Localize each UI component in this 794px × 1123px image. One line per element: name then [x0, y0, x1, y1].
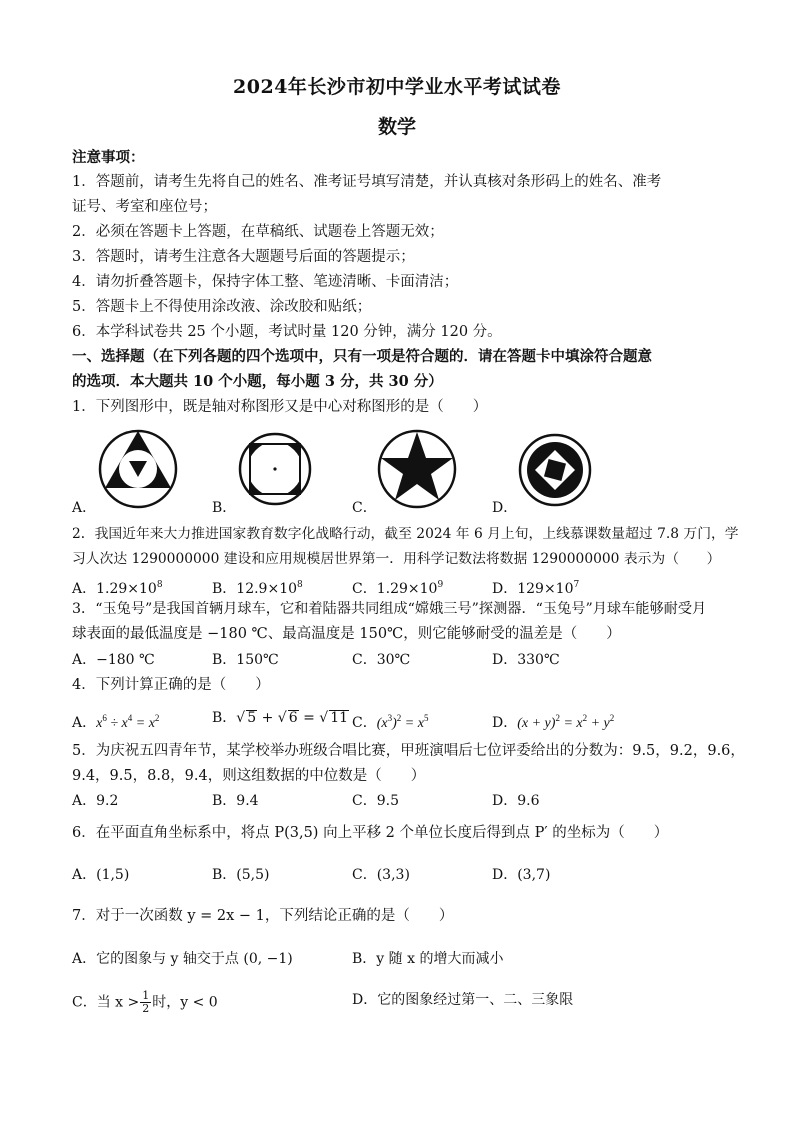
- notes-heading: 注意事项：: [72, 149, 145, 166]
- q6-option-c[interactable]: C．(3,3): [352, 867, 410, 883]
- q1-option-b[interactable]: B．: [212, 500, 237, 516]
- note-item: 4．请勿折叠答题卡，保持字体工整、笔迹清晰、卡面清洁；: [72, 274, 459, 290]
- q5-option-d[interactable]: D．9.6: [492, 793, 540, 809]
- q2-stem: 习人次达 1290000000 建设和应用规模居世界第一．用科学记数法将数据 1290000000 表示为（ ）: [72, 551, 721, 567]
- section-heading: 的选项．本大题共 10 个小题，每小题 3 分，共 30 分）: [72, 373, 443, 390]
- note-item: 3．答题时，请考生注意各大题题号后面的答题提示；: [72, 249, 415, 265]
- circle-square-figure: [237, 428, 313, 510]
- q6-option-a[interactable]: A．(1,5): [72, 867, 130, 883]
- circle-triangle-figure: [97, 428, 179, 510]
- q7-option-c[interactable]: C．当 x > $\frac{1}{2}$ 时，y < 0: [72, 989, 218, 1015]
- note-item: 1．答题前，请考生先将自己的姓名、准考证号填写清楚，并认真核对条形码上的姓名、准考: [72, 174, 662, 190]
- q3-stem: 球表面的最低温度是 −180 ℃、最高温度是 150℃，则它能够耐受的温差是（ ）: [72, 626, 621, 642]
- exam-title: 2024年长沙市初中学业水平考试试卷: [233, 76, 561, 98]
- q1-option-c[interactable]: C．: [352, 500, 377, 516]
- note-item: 6．本学科试卷共 25 个小题，考试时量 120 分钟，满分 120 分。: [72, 324, 502, 340]
- q3-option-c[interactable]: C．30℃: [352, 652, 411, 668]
- q5-option-b[interactable]: B．9.4: [212, 793, 259, 809]
- q2-option-a[interactable]: A．$1.29\times 10^8$: [72, 580, 163, 597]
- q5-option-a[interactable]: A．9.2: [72, 793, 119, 809]
- q6-stem: 6．在平面直角坐标系中，将点 P(3,5) 向上平移 2 个单位长度后得到点 P′ 的坐标为（ ）: [72, 825, 669, 841]
- q5-option-c[interactable]: C．9.5: [352, 793, 399, 809]
- section-heading: 一、选择题（在下列各题的四个选项中，只有一项是符合题的．请在答题卡中填涂符合题意: [72, 348, 652, 365]
- q2-option-b[interactable]: B．$12.9\times 10^8$: [212, 580, 303, 597]
- q3-stem: 3．“玉兔号”是我国首辆月球车，它和着陆器共同组成“嫦娥三号”探测器．“玉兔号”月球车能够耐受月: [72, 601, 707, 617]
- fraction: $\frac{1}{2}$: [142, 989, 150, 1015]
- note-item: 2．必须在答题卡上答题，在草稿纸、试题卷上答题无效；: [72, 224, 444, 240]
- q7-option-a[interactable]: A．它的图象与 y 轴交于点 (0, −1): [72, 951, 293, 967]
- q4-option-c[interactable]: C．$(x^3)^2 = x^5$: [352, 713, 429, 731]
- q3-option-d[interactable]: D．330℃: [492, 652, 560, 668]
- circle-star-figure: [376, 428, 458, 510]
- q6-option-d[interactable]: D．(3,7): [492, 867, 551, 883]
- q1-option-d[interactable]: D．: [492, 500, 518, 516]
- q6-option-b[interactable]: B．(5,5): [212, 867, 270, 883]
- q4-option-d[interactable]: D．$(x + y)^2 = x^2 + y^2$: [492, 713, 615, 731]
- q7-stem: 7．对于一次函数 y = 2x − 1，下列结论正确的是（ ）: [72, 908, 454, 924]
- q4-stem: 4．下列计算正确的是（ ）: [72, 677, 270, 693]
- q1-option-a[interactable]: A．: [72, 500, 97, 516]
- q4-option-a[interactable]: A．$x^6 \div x^4 = x^2$: [72, 713, 160, 731]
- q1-stem: 1．下列图形中，既是轴对称图形又是中心对称图形的是（ ）: [72, 399, 488, 415]
- q3-option-b[interactable]: B．150℃: [212, 652, 279, 668]
- subject-title: 数学: [377, 116, 416, 138]
- q2-stem: 2．我国近年来大力推进国家教育数字化战略行动，截至 2024 年 6 月上旬，上线慕课数量超过 7.8 万门，学: [72, 526, 739, 542]
- q2-option-d[interactable]: D．$129\times 10^7$: [492, 580, 580, 597]
- q7-option-d[interactable]: D．它的图象经过第一、二、三象限: [352, 992, 574, 1008]
- circle-diamond-figure: [517, 432, 593, 508]
- q3-option-a[interactable]: A．−180 ℃: [72, 652, 155, 668]
- q5-stem: 9.4，9.5，8.8，9.4，则这组数据的中位数是（ ）: [72, 768, 426, 784]
- note-item: 5．答题卡上不得使用涂改液、涂改胶和贴纸；: [72, 299, 372, 315]
- note-item: 证号、考室和座位号；: [72, 199, 217, 215]
- q4-option-b[interactable]: B．√ 5 + √ 6 = √ 11: [212, 710, 349, 726]
- q2-option-c[interactable]: C．$1.29\times 10^9$: [352, 580, 444, 597]
- q5-stem: 5．为庆祝五四青年节，某学校举办班级合唱比赛，甲班演唱后七位评委给出的分数为：9.5，9.2，9.6，: [72, 743, 745, 759]
- q7-option-b[interactable]: B．y 随 x 的增大而减小: [352, 951, 504, 967]
